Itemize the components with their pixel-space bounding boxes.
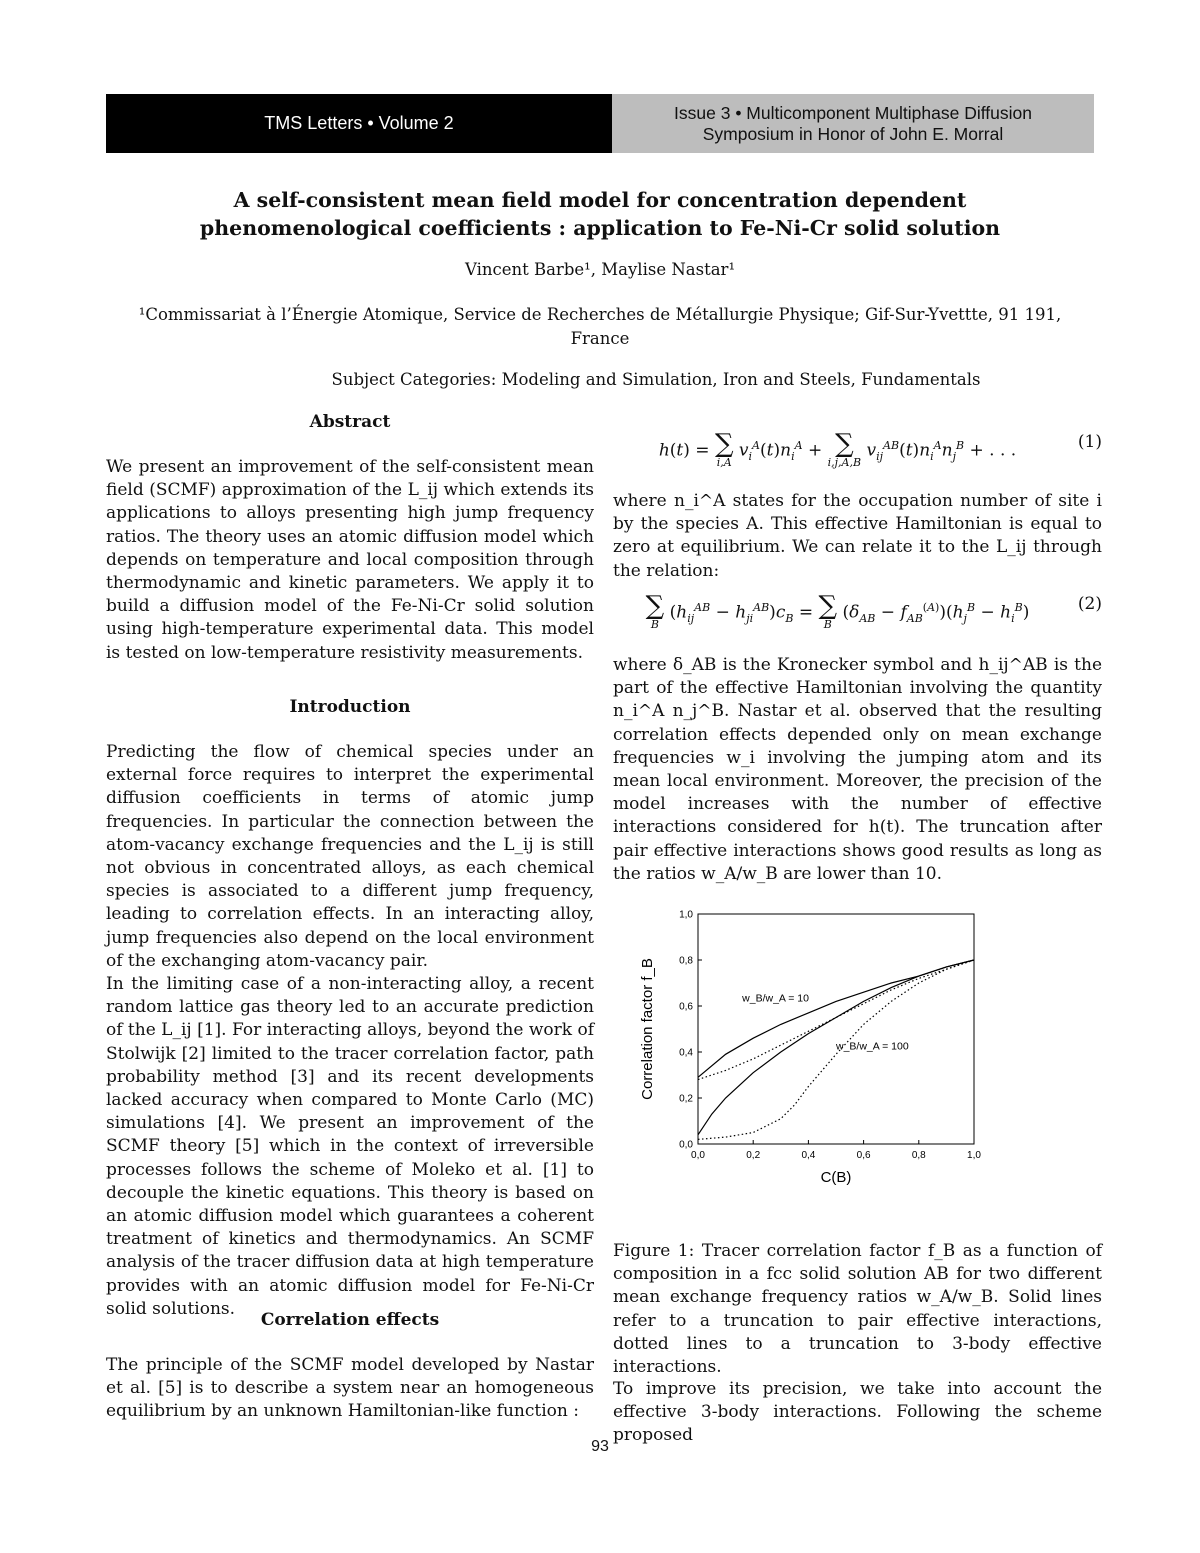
journal-banner [106,94,612,153]
affiliation: ¹Commissariat à l’Énergie Atomique, Service de Recherches de Métallurgie Physique; Gif-Sur-Yvettte, 91 191, France [138,305,1062,348]
equation-1-number: (1) [1077,432,1102,452]
abstract-text [106,456,594,665]
solid-series-line [698,960,974,1077]
right-paragraph-1 [613,490,1102,583]
page-number: 93 [591,1438,609,1455]
title-line-2: phenomenological coefficients : application to Fe-Ni-Cr solid solution [199,216,1001,240]
dotted-series-line [698,960,974,1080]
authors: Vincent Barbe¹, Maylise Nastar¹ [464,260,736,279]
y-tick-label: 0,2 [679,1093,693,1105]
introduction-heading: Introduction [289,697,411,717]
figure-1 [630,900,1010,1200]
equation-2-body: ∑ B $(h_{ij}^{AB} - h_{ji}^{AB})c_B$ = ∑ B $(\delta_{AB} - f_{AB}^{(A)})(h_j^B - h_i^B)$ [645,591,1030,631]
y-tick-label: 1,0 [679,909,693,921]
y-tick-label: 0,8 [679,955,693,967]
figure-1-caption: Figure 1: Tracer correlation factor f_B as a function of composition in a fcc solid solution AB for two different mean exchange frequency ratios w_A/w_B. Solid lines refer to a truncation to pair effective interactions, dotted lines to a truncation to 3-body effective interactions. [613,1241,1102,1378]
x-axis-label: C(B) [820,1169,852,1186]
y-tick-label: 0,4 [679,1047,693,1059]
x-tick-label: 1,0 [967,1150,981,1161]
correlation-text [106,1354,594,1424]
y-tick-label: 0,0 [679,1139,693,1151]
abstract-heading: Abstract [309,412,391,432]
journal-volume: TMS Letters • Volume 2 [264,113,454,133]
correlation-heading: Correlation effects [260,1310,440,1330]
paper-title [106,186,1094,242]
introduction-paragraph-2: In the limiting case of a non-interacting alloy, a recent random lattice gas theory led to an accurate prediction of the L_ij [1]. For interacting alloys, beyond the work of Stolwijk [2] limited to the tracer correlation factor, path probability method [3] and its recent developments lacked accuracy when compared to Monte Carlo (MC) simulations [4]. We present an improvement of the SCMF theory [5] which in the context of irreversible processes follows the scheme of Moleko et al. [1] to decouple the kinetic equations. This theory is based on an atomic diffusion model which guarantees a coherent treatment of kinetics and thermodynamics. An SCMF analysis of the tracer diffusion data at high temperature provides with an atomic diffusion model for Fe-Ni-Cr solid solutions. [106,974,594,1319]
plot-frame [698,914,974,1144]
title-line-1: A self-consistent mean field model for concentration dependent [233,188,967,212]
annotation-ratio-100: w_B/w_A = 100 [836,1040,909,1053]
x-tick-label: 0,8 [911,1150,926,1161]
x-tick-label: 0,4 [801,1150,816,1161]
annotation-ratio-10: w_B/w_A = 10 [742,992,810,1005]
equation-1 [613,426,1102,469]
right-paragraph-3: To improve its precision, we take into account the effective 3-body interactions. Following the scheme proposed [613,1379,1102,1446]
right-paragraph-2 [613,654,1102,886]
correlation-paragraph-1: The principle of the SCMF model developed by Nastar et al. [5] is to describe a system near an homogeneous equilibrium by an unknown Hamiltonian-like function : [106,1355,594,1422]
introduction-paragraph-1: Predicting the flow of chemical species under an external force requires to interpret the experimental diffusion coefficients in terms of atomic jump frequencies. In particular the connection between the atom-vacancy exchange frequencies and the L_ij is still not obvious in concentrated alloys, as each chemical species is associated to a different jump frequency, leading to correlation effects. In an interacting alloy, jump frequencies also depend on the local environment of the exchanging atom-vacancy pair. [106,742,594,971]
x-tick-label: 0,6 [856,1150,871,1161]
issue-line-2: Symposium in Honor of John E. Morral [702,123,1004,144]
introduction-text [106,741,594,1321]
x-tick-label: 0,0 [691,1150,705,1161]
issue-banner [612,94,1094,153]
correlation-chart [630,900,1010,1200]
y-tick-label: 0,6 [679,1001,693,1013]
x-tick-label: 0,2 [746,1150,761,1161]
y-axis-label: Correlation factor f_B [639,958,656,1100]
equation-2 [613,588,1102,631]
abstract-paragraph: We present an improvement of the self-consistent mean field (SCMF) approximation of the L_ij which extends its applications to alloys presenting high jump frequency ratios. The theory uses an atomic diffusion model which depends on temperature and local composition through thermodynamic and kinetic parameters. We apply it to build a diffusion model of the Fe-Ni-Cr solid solution using high-temperature experimental data. This model is tested on low-temperature resistivity measurements. [106,457,594,663]
subject-categories: Subject Categories: Modeling and Simulation, Iron and Steels, Fundamentals [331,370,981,389]
right-paragraph-1-text: where n_i^A states for the occupation number of site i by the species A. This effective Hamiltonian is equal to zero at equilibrium. We can relate it to the L_ij through the relation: [613,491,1102,581]
issue-line-1: Issue 3 • Multicomponent Multiphase Diffusion [674,102,1032,123]
equation-1-body: h(t) = ∑ i,A $v_i^A(t)n_i^A$ + ∑ i,j,A,B $v_{ij}^{AB}(t)n_i^An_j^B$ + . . . [658,429,1017,469]
equation-2-number: (2) [1077,594,1102,614]
right-paragraph-2-text: where δ_AB is the Kronecker symbol and h_ij^AB is the part of the effective Hamiltonian involving the quantity n_i^A n_j^B. Nastar et al. observed that the resulting correlation effects depended only on mean exchange frequencies w_i involving the jumping atom and its mean local environment. Moreover, the precision of the model increases with the number of effective interactions considered for h(t). The truncation after pair effective interactions shows good results as long as the ratios w_A/w_B are lower than 10. [613,655,1102,884]
